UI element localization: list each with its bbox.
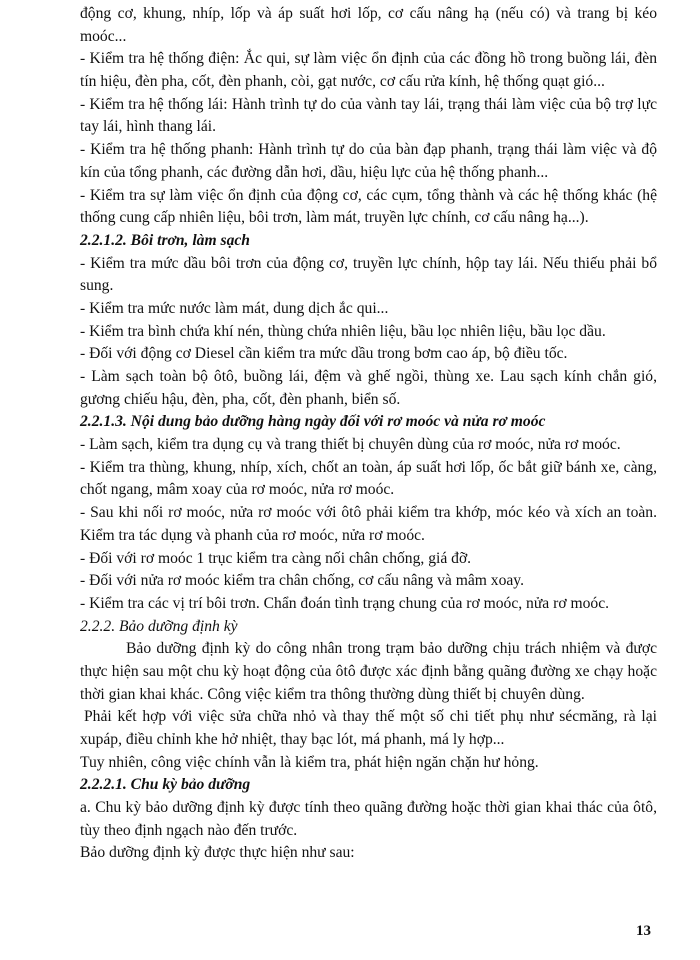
- section-heading: [80, 230, 657, 253]
- paragraph: [80, 298, 657, 321]
- paragraph: [80, 139, 657, 184]
- text-line: - Đối với động cơ Diesel cần kiểm tra mức dầu trong bơm cao áp, bộ điều tốc.: [80, 345, 568, 363]
- text-line: - Sau khi nối rơ moóc, nửa rơ moóc với ôtô phải kiểm tra khớp, móc kéo và xích an toàn.: [80, 504, 657, 522]
- paragraph: [80, 253, 657, 298]
- paragraph: [80, 457, 657, 502]
- text-line: thời gian khai khác. Công việc kiểm tra thông thường dùng thiết bị chuyên dùng.: [80, 685, 585, 703]
- text-line: Kiểm tra tác dụng và phanh của rơ moóc, nửa rơ moóc.: [80, 526, 425, 544]
- section-heading: [80, 616, 657, 639]
- paragraph: [80, 3, 657, 48]
- page-number: 13: [636, 923, 651, 939]
- paragraph: [80, 48, 657, 93]
- text-line: thống cung cấp nhiên liệu, bôi trơn, làm mát, truyền lực chính, cơ cấu nâng hạ...).: [80, 209, 589, 227]
- text-line: 2.2.2.1. Chu kỳ bảo dưỡng: [80, 776, 251, 794]
- text-line: tùy theo định ngạch nào đến trước.: [80, 821, 298, 839]
- section-heading: [80, 774, 657, 797]
- text-line: - Kiểm tra bình chứa khí nén, thùng chứa nhiên liệu, bầu lọc nhiên liệu, bầu lọc dầu.: [80, 322, 606, 340]
- paragraph: [80, 752, 657, 775]
- text-line: tín hiệu, đèn pha, cốt, đèn phanh, còi, gạt nước, cơ cấu rửa kính, hệ thống quạt gió...: [80, 73, 605, 91]
- paragraph: [80, 706, 657, 751]
- text-line: - Kiểm tra mức dầu bôi trơn của động cơ, truyền lực chính, hộp tay lái. Nếu thiếu phải bổ: [80, 254, 657, 272]
- text-line: 2.2.1.2. Bôi trơn, làm sạch: [80, 231, 250, 249]
- paragraph: [80, 570, 657, 593]
- text-line: - Kiểm tra sự làm việc ổn định của động cơ, các cụm, tổng thành và các hệ thống khác (hệ: [80, 186, 657, 204]
- text-line: Bảo dưỡng định kỳ được thực hiện như sau:: [80, 844, 355, 862]
- paragraph: [80, 638, 657, 706]
- text-line: Bảo dưỡng định kỳ do công nhân trong trạm bảo dưỡng chịu trách nhiệm và được: [126, 640, 657, 658]
- paragraph: [80, 366, 657, 411]
- text-line: - Kiểm tra hệ thống điện: Ắc qui, sự làm việc ổn định của các đồng hồ trong buồng lái, đèn: [80, 50, 657, 68]
- text-line: xupáp, điều chỉnh khe hở nhiệt, thay bạc lót, má phanh, má ly hợp...: [80, 731, 505, 748]
- text-line: 2.2.1.3. Nội dung bảo dưỡng hàng ngày đối với rơ moóc và nửa rơ moóc: [80, 413, 546, 431]
- paragraph: [80, 502, 657, 547]
- text-line: sung.: [80, 277, 114, 295]
- text-line: - Kiểm tra hệ thống phanh: Hành trình tự do của bàn đạp phanh, trạng thái làm việc và độ: [80, 141, 657, 159]
- text-line: Tuy nhiên, công việc chính vẫn là kiểm tra, phát hiện ngăn chặn hư hỏng.: [80, 753, 539, 771]
- paragraph: [80, 185, 657, 230]
- paragraph: [80, 548, 657, 571]
- text-line: Phải kết hợp với việc sửa chữa nhỏ và thay thế một số chi tiết phụ như sécmăng, rà lại: [84, 708, 657, 726]
- text-line: - Làm sạch, kiểm tra dụng cụ và trang thiết bị chuyên dùng của rơ moóc, nửa rơ moóc.: [80, 436, 621, 454]
- text-line: 2.2.2. Bảo dưỡng định kỳ: [80, 617, 238, 635]
- text-line: - Kiểm tra thùng, khung, nhíp, xích, chốt an toàn, áp suất hơi lốp, ốc bắt giữ bánh xe, càng,: [80, 458, 657, 476]
- text-line: thực hiện sau một chu kỳ hoạt động của ôtô được xác định bằng quãng đường xe chạy hoặc: [80, 662, 657, 680]
- text-line: - Kiểm tra mức nước làm mát, dung dịch ắc qui...: [80, 299, 389, 317]
- text-line: - Kiểm tra hệ thống lái: Hành trình tự do của vành tay lái, trạng thái làm việc của bộ trợ lực: [80, 95, 657, 113]
- text-line: chốt ngang, mâm xoay của rơ moóc, nửa rơ moóc.: [80, 481, 395, 499]
- text-line: - Kiểm tra các vị trí bôi trơn. Chẩn đoán tình trạng chung của rơ moóc, nửa rơ moóc.: [80, 594, 610, 612]
- text-line: - Đối với rơ moóc 1 trục kiểm tra càng nối chân chống, giá đỡ.: [80, 549, 472, 567]
- text-line: a. Chu kỳ bảo dưỡng định kỳ được tính theo quãng đường hoặc thời gian khai thác của ôtô,: [80, 799, 657, 817]
- paragraph: [80, 434, 657, 457]
- paragraph: [80, 321, 657, 344]
- paragraph: [80, 842, 657, 865]
- paragraph: [80, 343, 657, 366]
- text-line: động cơ, khung, nhíp, lốp và áp suất hơi lốp, cơ cấu nâng hạ (nếu có) và trang bị kéo: [80, 5, 657, 22]
- paragraph: [80, 797, 657, 842]
- section-heading: [80, 411, 657, 434]
- text-line: kín của tổng phanh, các đường dẫn hơi, dầu, hiệu lực của hệ thống phanh...: [80, 163, 549, 181]
- text-line: moóc...: [80, 27, 127, 45]
- paragraph: [80, 593, 657, 616]
- document-body: [80, 3, 657, 865]
- text-line: - Đối với nửa rơ moóc kiểm tra chân chống, cơ cấu nâng và mâm xoay.: [80, 572, 524, 590]
- paragraph: [80, 94, 657, 139]
- text-line: gương chiếu hậu, đèn, pha, cốt, đèn phanh, biển số.: [80, 390, 401, 408]
- text-line: - Làm sạch toàn bộ ôtô, buồng lái, đệm và ghế ngồi, thùng xe. Lau sạch kính chắn gió,: [80, 368, 657, 385]
- text-line: tay lái, hình thang lái.: [80, 118, 216, 136]
